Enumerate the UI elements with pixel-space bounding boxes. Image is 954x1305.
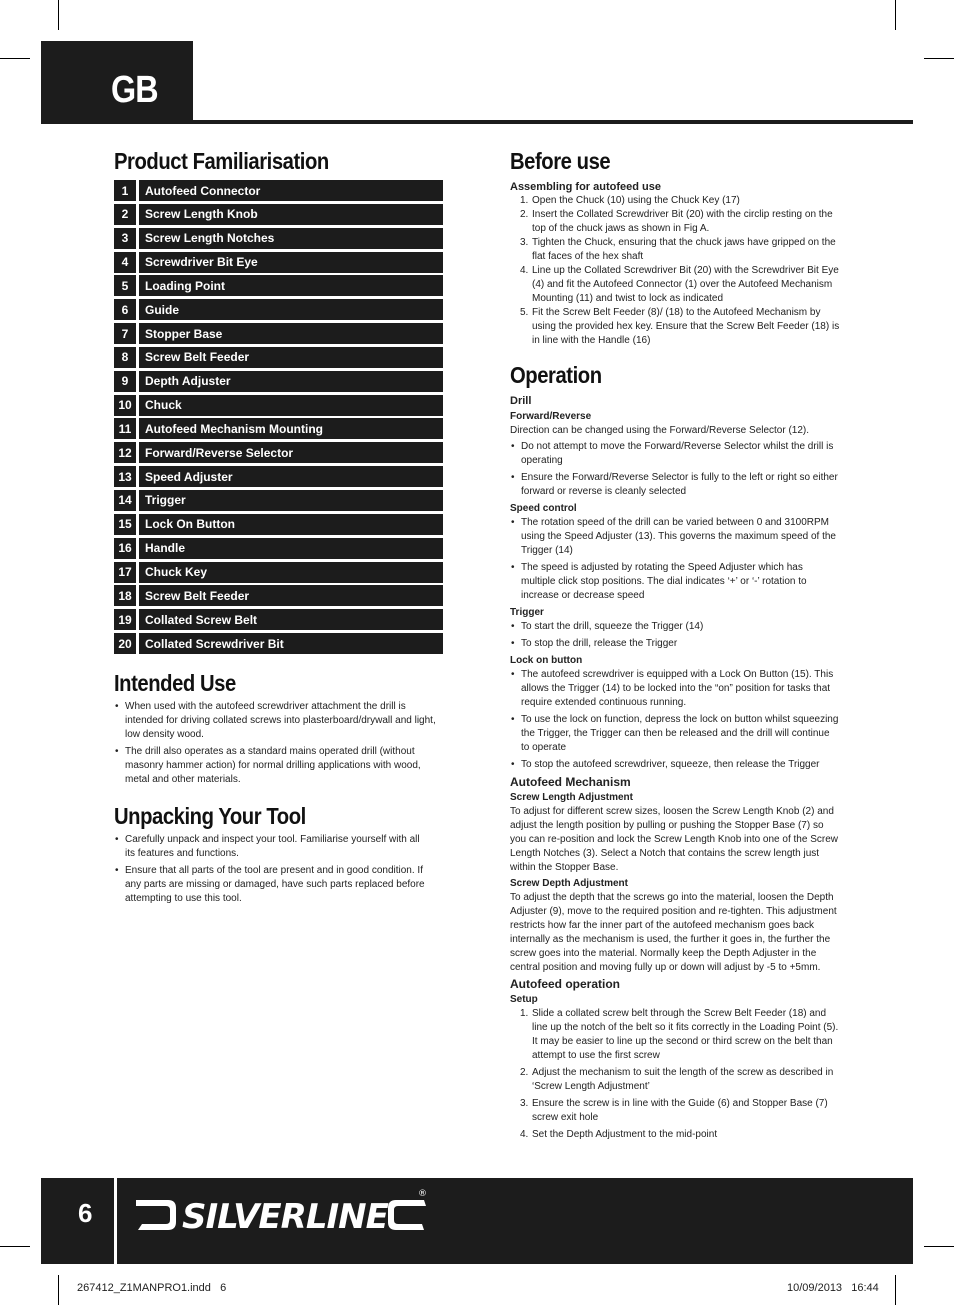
crop-mark xyxy=(58,1275,59,1305)
part-label: Chuck xyxy=(139,395,443,416)
part-number: 16 xyxy=(114,538,136,559)
section-title-product-familiarisation: Product Familiarisation xyxy=(114,148,329,174)
language-code: GB xyxy=(111,69,158,111)
subheading: Autofeed operation xyxy=(510,977,620,991)
list-item: • Do not attempt to move the Forward/Reverse Selector whilst the drill is operating xyxy=(510,440,840,468)
list-item: 2. Adjust the mechanism to suit the length of the screw as described in ‘Screw Length Adjustment’ xyxy=(520,1067,834,1092)
part-row xyxy=(114,228,443,249)
footer-divider xyxy=(114,1178,117,1264)
part-number: 6 xyxy=(114,299,136,320)
part-row xyxy=(114,252,443,273)
list-item: • The drill also operates as a standard mains operated drill (without masonry hammer action) for normal drilling applications with wood, metal and other materials. xyxy=(114,745,444,787)
crop-mark xyxy=(924,1246,954,1247)
slug-filename: 267412_Z1MANPRO1.indd 6 xyxy=(77,1282,227,1294)
part-label: Autofeed Connector xyxy=(139,180,443,201)
part-label: Screw Belt Feeder xyxy=(139,347,443,368)
part-number: 5 xyxy=(114,275,136,296)
part-row xyxy=(114,395,443,416)
subheading: Autofeed Mechanism xyxy=(510,775,631,789)
part-label: Collated Screwdriver Bit xyxy=(139,633,443,654)
list-item: • The autofeed screwdriver is equipped with a Lock On Button (15). This allows the Trigger (14) to be locked into the “on” position for tasks that require extended continuous running. xyxy=(510,668,840,710)
subheading: Screw Length Adjustment xyxy=(510,792,633,803)
subheading: Forward/Reverse xyxy=(510,411,592,422)
crop-mark xyxy=(924,58,954,59)
part-row xyxy=(114,633,443,654)
part-label: Forward/Reverse Selector xyxy=(139,442,443,463)
list-item: 4. Set the Depth Adjustment to the mid-point xyxy=(520,1129,718,1140)
page-number: 6 xyxy=(78,1198,93,1228)
part-number: 18 xyxy=(114,585,136,606)
part-number: 8 xyxy=(114,347,136,368)
part-number: 7 xyxy=(114,323,136,344)
list-item: • The rotation speed of the drill can be varied between 0 and 3100RPM using the Speed Adjuster (13). This governs the maximum speed of the Trigger (14) xyxy=(510,516,840,558)
part-label: Guide xyxy=(139,299,443,320)
part-number: 1 xyxy=(114,180,136,201)
part-number: 12 xyxy=(114,442,136,463)
list-item: • When used with the autofeed screwdriver attachment the drill is intended for driving collated screws into plasterboard/drywall and light, low density wood. xyxy=(114,700,444,742)
list-item: • To use the lock on function, depress the lock on button whilst squeezing the Trigger, the Trigger can then be released and the drill will continue to operate xyxy=(510,713,840,755)
silverline-logo xyxy=(132,1186,432,1247)
subheading: Speed control xyxy=(510,503,577,514)
svg-text:SILVERLINE: SILVERLINE xyxy=(182,1197,388,1237)
part-row xyxy=(114,490,443,511)
part-number: 10 xyxy=(114,395,136,416)
part-row xyxy=(114,323,443,344)
list-item: 1. Open the Chuck (10) using the Chuck Key (17) xyxy=(520,195,740,206)
list-item: • To start the drill, squeeze the Trigger (14) xyxy=(510,620,840,634)
header-rule xyxy=(41,120,913,124)
list-item: 4. Line up the Collated Screwdriver Bit (20) with the Screwdriver Bit Eye (4) and fit the Autofeed Connector (1) over the Autofeed Mechanism Mounting (11) and twist to lock as indicated xyxy=(520,265,839,304)
subheading: Setup xyxy=(510,994,538,1005)
part-label: Speed Adjuster xyxy=(139,466,443,487)
unpacking-text xyxy=(114,833,430,909)
part-number: 3 xyxy=(114,228,136,249)
part-label: Loading Point xyxy=(139,275,443,296)
crop-mark xyxy=(58,0,59,30)
part-number: 14 xyxy=(114,490,136,511)
before-use-text xyxy=(510,178,840,348)
part-number: 4 xyxy=(114,252,136,273)
part-row xyxy=(114,442,443,463)
part-row xyxy=(114,299,443,320)
part-label: Depth Adjuster xyxy=(139,371,443,392)
section-title-unpacking: Unpacking Your Tool xyxy=(114,803,306,829)
part-row xyxy=(114,204,443,225)
subheading: Trigger xyxy=(510,607,544,618)
list-item: • The speed is adjusted by rotating the Speed Adjuster which has multiple click stop positions. The dial indicates ‘+’ or ‘-’ rotation to increase or decrease speed xyxy=(510,561,840,603)
part-number: 15 xyxy=(114,514,136,535)
list-item: • Carefully unpack and inspect your tool. Familiarise yourself with all its features and functions. xyxy=(114,833,430,861)
part-label: Collated Screw Belt xyxy=(139,609,443,630)
part-row xyxy=(114,562,443,583)
part-label: Handle xyxy=(139,538,443,559)
part-label: Chuck Key xyxy=(139,562,443,583)
operation-text xyxy=(510,392,840,1142)
part-label: Trigger xyxy=(139,490,443,511)
part-row xyxy=(114,514,443,535)
subheading: Assembling for autofeed use xyxy=(510,181,661,193)
section-title-operation: Operation xyxy=(510,362,602,388)
parts-list xyxy=(114,180,443,657)
crop-mark xyxy=(895,1275,896,1305)
part-number: 2 xyxy=(114,204,136,225)
part-number: 13 xyxy=(114,466,136,487)
paragraph: To adjust for different screw sizes, loosen the Screw Length Knob (2) and adjust the length position by pulling or pushing the Stopper Base (7) so you can re-position and lock the Screw Length Knob into one of the Screw Length Notches (3). Select a Notch that contains the screw length just within the Stopper Base. xyxy=(510,806,838,873)
crop-mark xyxy=(895,0,896,30)
part-row xyxy=(114,538,443,559)
paragraph: Direction can be changed using the Forward/Reverse Selector (12). xyxy=(510,425,810,436)
part-number: 11 xyxy=(114,418,136,439)
part-row xyxy=(114,371,443,392)
list-item: 1. Slide a collated screw belt through the Screw Belt Feeder (18) and line up the notch of the belt so it fits correctly in the Loading Point (5). It may be easier to line up the second or third screw on the belt than attempt to use the first screw xyxy=(520,1008,839,1061)
part-row xyxy=(114,180,443,201)
crop-mark xyxy=(0,58,30,59)
part-label: Lock On Button xyxy=(139,514,443,535)
list-item: 5. Fit the Screw Belt Feeder (8)/ (18) to the Autofeed Mechanism by using the provided hex key. Ensure that the Screw Belt Feeder (18) is in line with the Handle (16) xyxy=(520,307,840,346)
svg-text:®: ® xyxy=(418,1189,427,1199)
list-item: • Ensure that all parts of the tool are present and in good condition. If any parts are missing or damaged, have such parts replaced before attempting to use this tool. xyxy=(114,864,430,906)
list-item: 2. Insert the Collated Screwdriver Bit (20) with the circlip resting on the top of the chuck jaws as shown in Fig A. xyxy=(520,209,833,234)
part-row xyxy=(114,275,443,296)
subheading: Screw Depth Adjustment xyxy=(510,878,628,889)
subheading: Drill xyxy=(510,395,532,407)
part-number: 17 xyxy=(114,562,136,583)
part-label: Screw Length Notches xyxy=(139,228,443,249)
section-title-before-use: Before use xyxy=(510,148,611,174)
part-row xyxy=(114,418,443,439)
part-label: Screw Belt Feeder xyxy=(139,585,443,606)
list-item: • To stop the drill, release the Trigger xyxy=(510,637,840,651)
crop-mark xyxy=(0,1246,30,1247)
part-label: Autofeed Mechanism Mounting xyxy=(139,418,443,439)
part-number: 19 xyxy=(114,609,136,630)
section-title-intended-use: Intended Use xyxy=(114,670,236,696)
list-item: 3. Ensure the screw is in line with the Guide (6) and Stopper Base (7) screw exit hole xyxy=(520,1098,828,1123)
part-number: 9 xyxy=(114,371,136,392)
slug-date: 10/09/2013 16:44 xyxy=(787,1282,879,1294)
part-row xyxy=(114,609,443,630)
part-number: 20 xyxy=(114,633,136,654)
part-row xyxy=(114,466,443,487)
paragraph: To adjust the depth that the screws go into the material, loosen the Depth Adjuster (9), move to the required position and re-tighten. This adjustment restricts how far the inner part of the autofeed mechanism goes back internally as the mechanism is used, the further it goes in, the further the screw goes into the material. Normally keep the Depth Adjuster in the central position and moving fully up or down will adjust by -5 to +5mm. xyxy=(510,892,837,973)
part-label: Screw Length Knob xyxy=(139,204,443,225)
list-item: • To stop the autofeed screwdriver, squeeze, then release the Trigger xyxy=(510,758,840,772)
part-row xyxy=(114,347,443,368)
part-label: Stopper Base xyxy=(139,323,443,344)
language-tab xyxy=(41,41,193,123)
list-item: • Ensure the Forward/Reverse Selector is fully to the left or right so either forward or reverse is cleanly selected xyxy=(510,471,840,499)
subheading: Lock on button xyxy=(510,655,583,666)
part-label: Screwdriver Bit Eye xyxy=(139,252,443,273)
intended-use-text xyxy=(114,700,444,790)
list-item: 3. Tighten the Chuck, ensuring that the chuck jaws have gripped on the flat faces of the hex shaft xyxy=(520,237,836,262)
part-row xyxy=(114,585,443,606)
